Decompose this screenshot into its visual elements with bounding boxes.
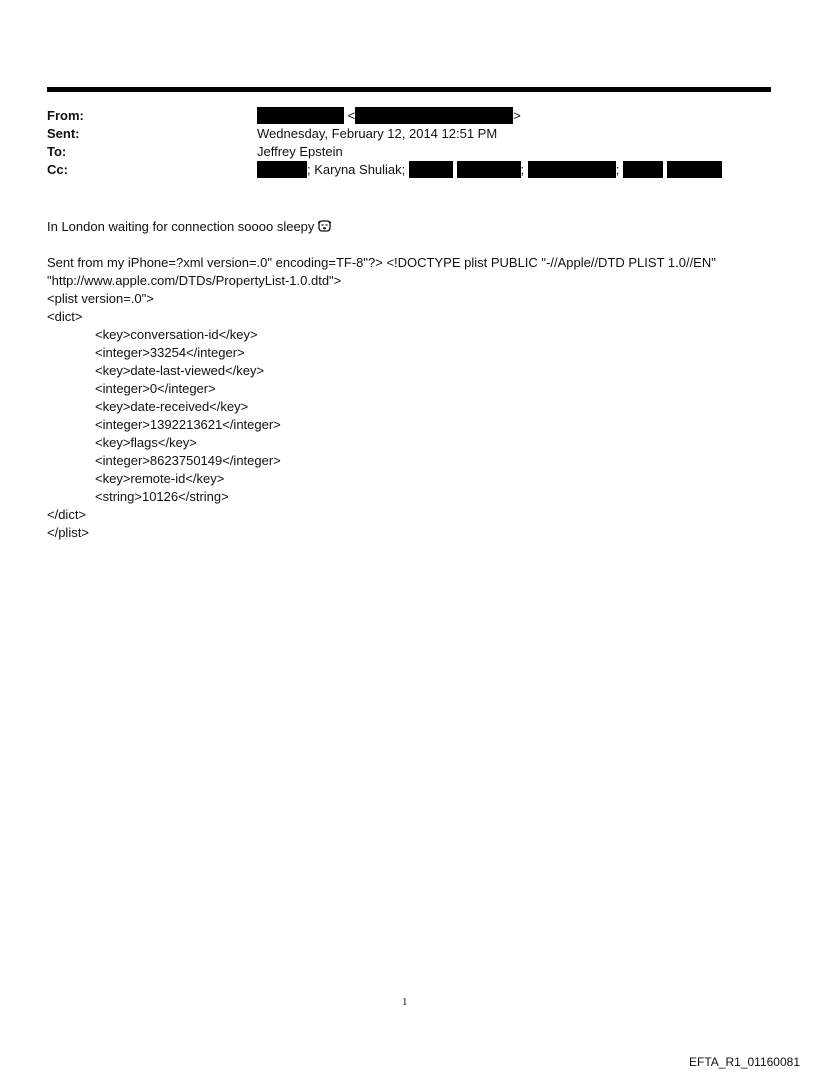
header-rule [47,87,771,92]
plist-entry: <key>date-last-viewed</key> [95,363,265,378]
plist-entry: <key>remote-id</key> [95,471,225,486]
from-value [257,107,521,125]
document-id: EFTA_R1_01160081 [689,1055,800,1069]
sent-value: Wednesday, February 12, 2014 12:51 PM [257,126,498,141]
redaction-box [623,161,663,178]
redaction-box [409,161,453,178]
message-line [47,218,331,236]
redaction-box [528,161,616,178]
cc-value [257,161,722,179]
dtd-line: "http://www.apple.com/DTDs/PropertyList-1.0.dtd"> [47,273,342,288]
sleepy-face-icon [318,219,331,231]
sent-label: Sent: [47,126,80,141]
dict-close: </dict> [47,507,87,522]
from-bracket-close: > [513,108,521,123]
to-label: To: [47,144,67,159]
plist-entry: <key>date-received</key> [95,399,249,414]
plist-entry: <key>flags</key> [95,435,197,450]
from-bracket-open: < [347,108,356,123]
redaction-box [457,161,521,178]
plist-entry: <integer>1392213621</integer> [95,417,281,432]
plist-entry: <integer>0</integer> [95,381,216,396]
redaction-box [355,107,513,124]
plist-open: <plist version=.0"> [47,291,154,306]
message-text: In London waiting for connection soooo sleepy [47,219,315,234]
to-value: Jeffrey Epstein [257,144,343,159]
cc-name: ; Karyna Shuliak; [307,162,406,177]
plist-close: </plist> [47,525,89,540]
plist-entry: <integer>33254</integer> [95,345,245,360]
redaction-box [667,161,722,178]
dict-open: <dict> [47,309,83,324]
cc-separator: ; [520,162,525,177]
plist-entry: <string>10126</string> [95,489,229,504]
plist-entry: <key>conversation-id</key> [95,327,258,342]
page-number: 1 [402,996,408,1008]
from-label: From: [47,108,84,123]
cc-label: Cc: [47,162,68,177]
redaction-box [257,107,344,124]
plist-entry: <integer>8623750149</integer> [95,453,281,468]
redaction-box [257,161,307,178]
cc-separator: ; [615,162,620,177]
signature-line: Sent from my iPhone=?xml version=.0" encoding=TF-8"?> <!DOCTYPE plist PUBLIC "-//Apple//DTD PLIST 1.0//EN" [47,255,716,270]
